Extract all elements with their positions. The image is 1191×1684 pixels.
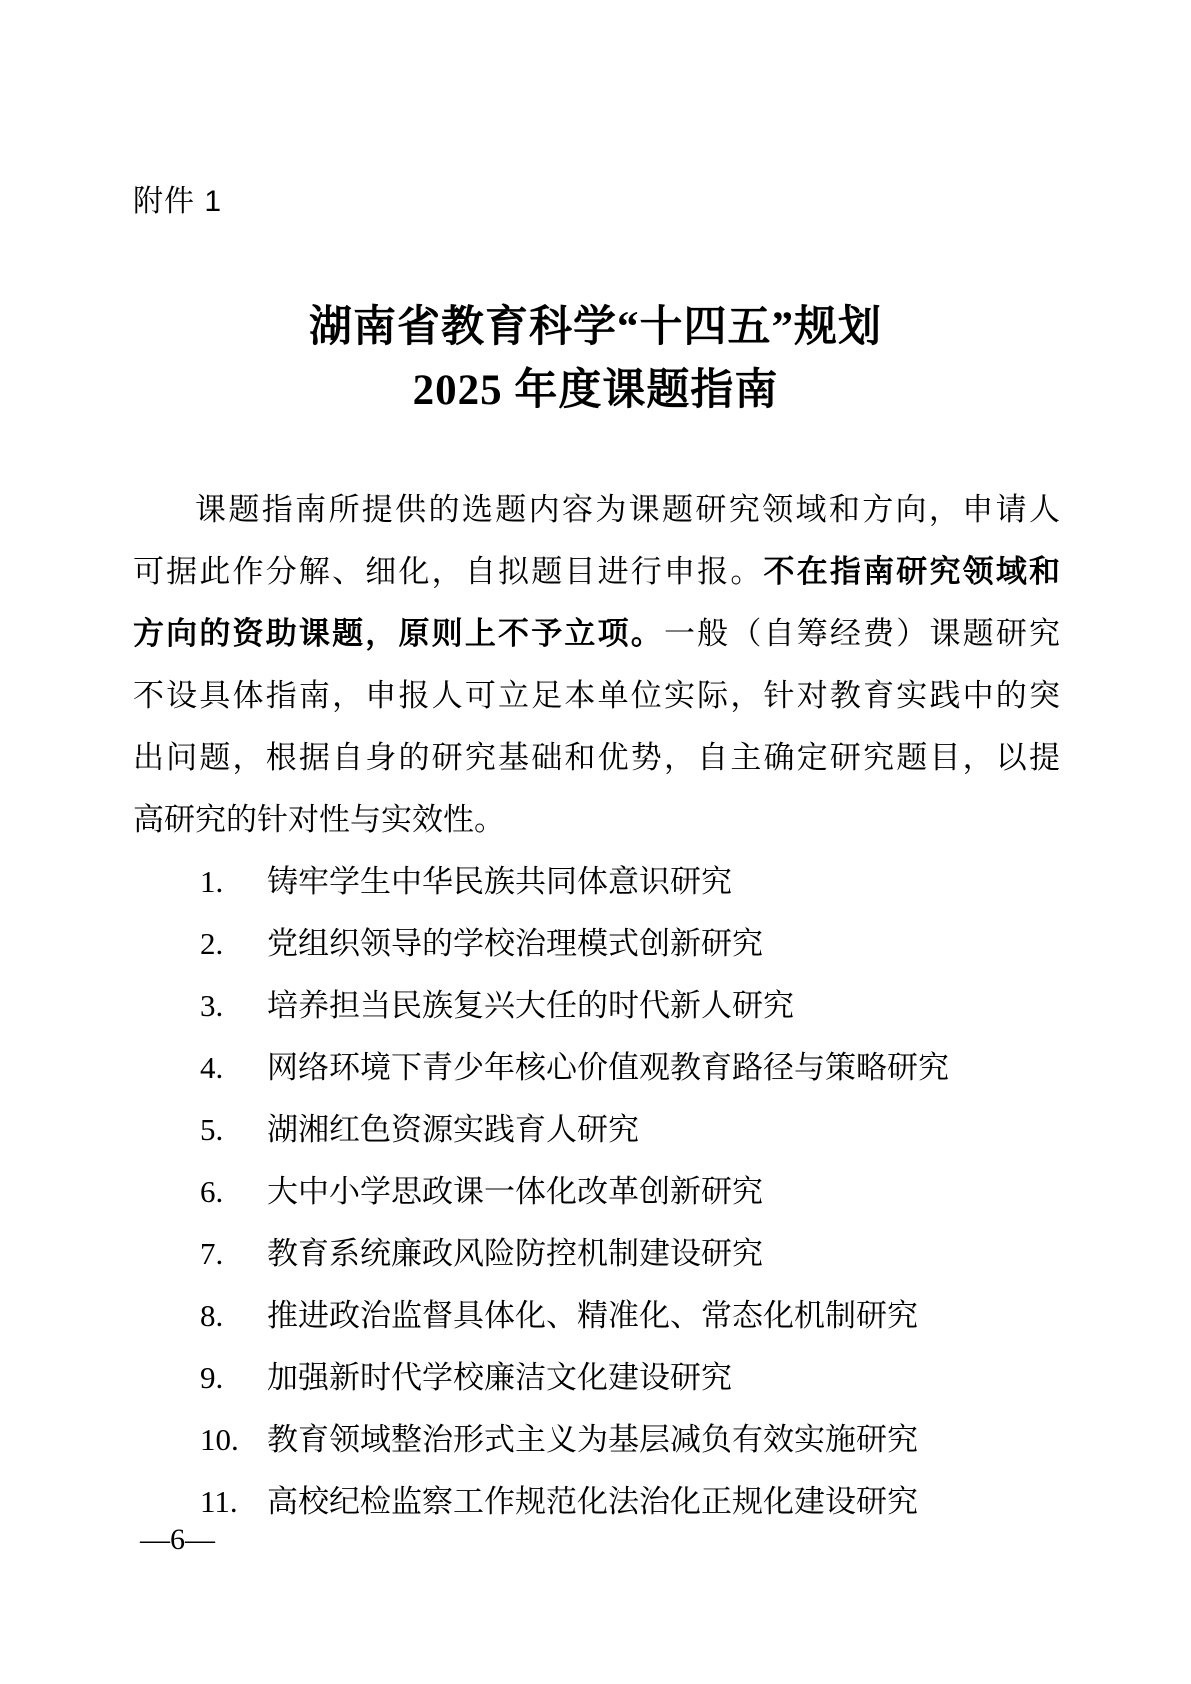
item-text: 大中小学思政课一体化改革创新研究 [267, 1174, 763, 1209]
list-item [133, 975, 1060, 1037]
paragraph-line [133, 789, 1060, 851]
item-text: 培养担当民族复兴大任的时代新人研究 [267, 988, 794, 1023]
paragraph-line [133, 603, 1060, 665]
item-number: 10. [200, 1422, 239, 1457]
list-item [133, 1223, 1060, 1285]
item-number: 2. [200, 926, 224, 961]
item-number: 5. [200, 1112, 224, 1147]
paragraph-line [133, 541, 1060, 603]
body-paragraph [133, 479, 1060, 851]
paragraph-text: 可据此作分解、细化，自拟题目进行申报。 [133, 554, 764, 589]
item-number: 6. [200, 1174, 224, 1209]
attachment-label: 附件 1 [133, 185, 223, 218]
doc-title-line-1: 湖南省教育科学“十四五”规划 [309, 304, 882, 351]
list-item [133, 1099, 1060, 1161]
bold-emphasis-text: 方向的资助课题，原则上不予立项。 [133, 616, 664, 651]
item-text: 铸牢学生中华民族共同体意识研究 [267, 864, 732, 899]
list-item [133, 1285, 1060, 1347]
document-title [0, 296, 1191, 422]
item-text: 高校纪检监察工作规范化法治化正规化建设研究 [267, 1484, 918, 1519]
item-text: 推进政治监督具体化、精准化、常态化机制研究 [267, 1298, 918, 1333]
paragraph-text: 课题指南所提供的选题内容为课题研究领域和方向，申请人 [195, 492, 1060, 527]
document-body [133, 479, 1060, 1533]
paragraph-text: 一般（自筹经费）课题研究 [663, 616, 1061, 651]
item-number: 4. [200, 1050, 224, 1085]
list-item [133, 1409, 1060, 1471]
item-text: 加强新时代学校廉洁文化建设研究 [267, 1360, 732, 1395]
paragraph-line [133, 665, 1060, 727]
topic-list [133, 851, 1060, 1533]
list-item [133, 913, 1060, 975]
page-number: —6— [140, 1523, 215, 1556]
list-item [133, 1037, 1060, 1099]
doc-title-line-2: 2025 年度课题指南 [412, 367, 779, 414]
item-number: 1. [200, 864, 224, 899]
item-number: 7. [200, 1236, 224, 1271]
item-text: 党组织领导的学校治理模式创新研究 [267, 926, 763, 961]
item-text: 教育系统廉政风险防控机制建设研究 [267, 1236, 763, 1271]
item-text: 湖湘红色资源实践育人研究 [267, 1112, 639, 1147]
list-item [133, 1471, 1060, 1533]
item-number: 9. [200, 1360, 224, 1395]
item-number: 8. [200, 1298, 224, 1333]
paragraph-line [133, 479, 1060, 541]
paragraph-text: 不设具体指南，申报人可立足本单位实际，针对教育实践中的突 [133, 678, 1060, 713]
paragraph-line [133, 727, 1060, 789]
item-text: 教育领域整治形式主义为基层减负有效实施研究 [267, 1422, 918, 1457]
item-number: 11. [200, 1484, 238, 1519]
item-number: 3. [200, 988, 224, 1023]
list-item [133, 851, 1060, 913]
paragraph-text: 出问题，根据自身的研究基础和优势，自主确定研究题目，以提 [133, 740, 1060, 775]
paragraph-text: 高研究的针对性与实效性。 [133, 802, 505, 837]
bold-emphasis-text: 不在指南研究领域和 [763, 554, 1061, 589]
item-text: 网络环境下青少年核心价值观教育路径与策略研究 [267, 1050, 949, 1085]
list-item [133, 1161, 1060, 1223]
list-item [133, 1347, 1060, 1409]
